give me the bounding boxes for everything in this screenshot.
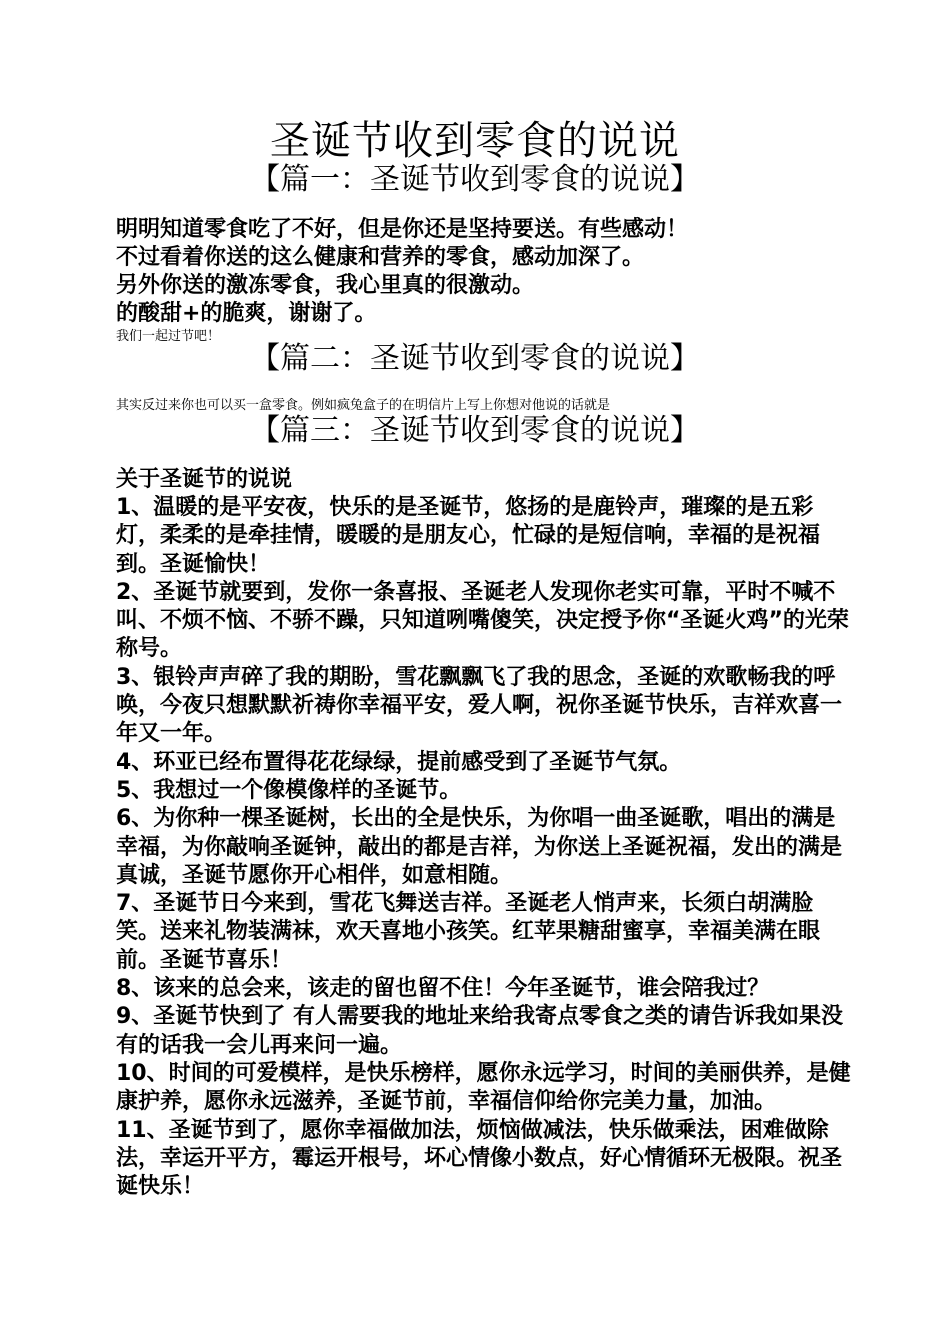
list-item: 1、温暖的是平安夜，快乐的是圣诞节，悠扬的是鹿铃声，璀璨的是五彩灯，柔柔的是牵挂情，暖暖的是朋友心，忙碌的是短信响，幸福的是祝福到。圣诞愉快！ bbox=[116, 495, 821, 577]
document-title: 圣诞节收到零食的说说 bbox=[270, 118, 680, 164]
part1-line: 不过看着你送的这么健康和营养的零食，感动加深了。 bbox=[116, 245, 645, 270]
section-heading-3: 【篇三：圣诞节收到零食的说说】 bbox=[250, 413, 700, 448]
part1-line: 明明知道零食吃了不好，但是你还是坚持要送。有些感动！ bbox=[116, 217, 689, 242]
list-item: 10、时间的可爱模样，是快乐榜样，愿你永远学习，时间的美丽供养，是健康护养，愿你永远滋养，圣诞节前，幸福信仰给你完美力量，加油。 bbox=[116, 1060, 851, 1115]
list-item: 8、该来的总会来，该走的留也留不住！今年圣诞节，谁会陪我过？ bbox=[116, 976, 770, 1002]
section-heading-2: 【篇二：圣诞节收到零食的说说】 bbox=[250, 341, 700, 376]
list-item: 3、银铃声声碎了我的期盼，雪花飘飘飞了我的思念，圣诞的欢歌畅我的呼唤，今夜只想默默祈祷你幸福平安，爱人啊，祝你圣诞节快乐，吉祥欢喜一年又一年。 bbox=[116, 664, 843, 747]
part1-line: 另外你送的激冻零食，我心里真的很激动。 bbox=[116, 273, 535, 298]
part2-small-note: 其实反过来你也可以买一盒零食。例如疯兔盒子的在明信片上写上你想对他说的话就是 bbox=[116, 398, 611, 413]
list-item: 2、圣诞节就要到，发你一条喜报、圣诞老人发现你老实可靠，平时不喊不叫、不烦不恼、不骄不躁，只知道咧嘴傻笑，决定授予你“圣诞火鸡”的光荣称号。 bbox=[116, 579, 849, 662]
list-item: 5、我想过一个像模像样的圣诞节。 bbox=[116, 777, 462, 803]
list-item: 9、圣诞节快到了 有人需要我的地址来给我寄点零食之类的请告诉我如果没有的话我一会儿再来问一遍。 bbox=[116, 1004, 843, 1058]
list-item: 4、环亚已经布置得花花绿绿，提前感受到了圣诞节气氛。 bbox=[116, 749, 682, 775]
list-item: 11、圣诞节到了，愿你幸福做加法，烦恼做减法，快乐做乘法，困难做除法，幸运开平方，霉运开根号，坏心情像小数点，好心情循环无极限。祝圣诞快乐！ bbox=[116, 1117, 843, 1200]
list-item: 7、圣诞节日今来到，雪花飞舞送吉祥。圣诞老人悄声来，长须白胡满脸笑。送来礼物装满袜，欢天喜地小孩笑。红苹果糖甜蜜享，幸福美满在眼前。圣诞节喜乐！ bbox=[116, 891, 821, 973]
part1-small-note: 我们一起过节吧！ bbox=[116, 329, 221, 344]
part3-heading: 关于圣诞节的说说 bbox=[116, 467, 293, 492]
part1-body bbox=[116, 216, 856, 346]
section-heading-1: 【篇一：圣诞节收到零食的说说】 bbox=[250, 162, 700, 197]
part1-line: 的酸甜+的脆爽，谢谢了。 bbox=[116, 301, 377, 326]
part3-body bbox=[116, 466, 851, 1201]
list-item: 6、为你种一棵圣诞树，长出的全是快乐，为你唱一曲圣诞歌，唱出的满是幸福，为你敲响圣诞钟，敲出的都是吉祥，为你送上圣诞祝福，发出的满是真诚，圣诞节愿你开心相伴，如意相随。 bbox=[116, 806, 843, 888]
